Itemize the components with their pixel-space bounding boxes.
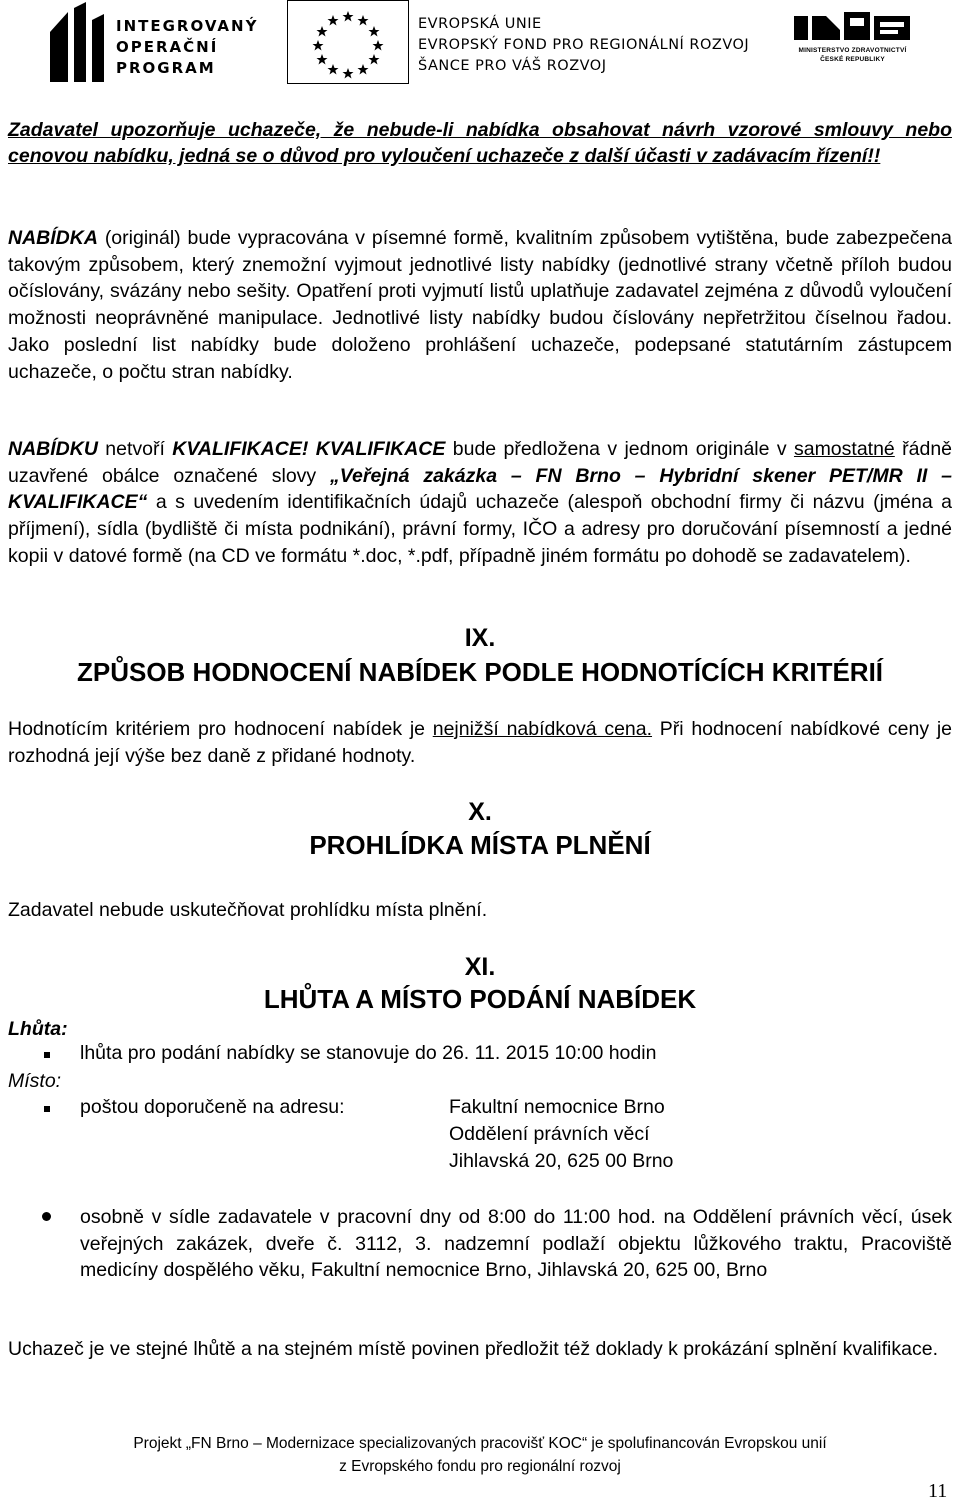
deadline-item: lhůta pro podání nabídky se stanovuje do 26. 11. 2015 10:00 hodin — [80, 1042, 657, 1064]
square-bullet-icon — [44, 1052, 50, 1058]
qualification-text-1: netvoří — [97, 438, 173, 460]
page-number: 11 — [928, 1480, 948, 1502]
qualification-text-5: a s uvedením identifikačních údajů uchazeče (alespoň obchodní firmy či názvu (jména a příjmení), sídla (bydliště či místa podnikání), právní formy, IČO a adresy pro doručování písemností a jedné kopii v datové formě (na CD ve formátu *.doc, *.pdf, případně jiném formátu po dohodě se zadavatelem). — [8, 491, 952, 567]
eu-flag — [287, 0, 409, 84]
section-x-number: X. — [468, 798, 492, 826]
section-ix-text-2: Při hodnocení nabídkové ceny je rozhodná její výše bez daně z přidané hodnoty. — [8, 718, 952, 767]
qualification-text-4: řádně uzavřené obálce označené slovy — [8, 438, 953, 487]
qualification-text-3: bude předložena v jednom originále v — [445, 438, 794, 460]
criterion-underlined: nejnižší nabídková cena. — [432, 718, 653, 740]
section-x-title: PROHLÍDKA MÍSTA PLNĚNÍ — [309, 830, 651, 860]
ministry-logo — [790, 10, 915, 70]
deadline-label: Lhůta: — [8, 1018, 68, 1040]
address-line-3: Jihlavská 20, 625 00 Brno — [449, 1150, 674, 1172]
post-label: poštou doporučeně na adresu: — [80, 1096, 345, 1118]
round-bullet-icon — [42, 1212, 51, 1221]
iop-logo — [40, 2, 265, 82]
eu-stars-icon — [288, 1, 408, 83]
warning-paragraph: Zadavatel upozorňuje uchazeče, že nebude-li nabídka obsahovat návrh vzorové smlouvy nebo cenovou nabídku, jedná se o důvod pro vyloučení uchazeče z další účasti v zadávacím řízení!! — [8, 119, 952, 167]
section-x-text: Zadavatel nebude uskutečňovat prohlídku místa plnění. — [8, 899, 488, 921]
section-xi-title: LHŮTA A MÍSTO PODÁNÍ NABÍDEK — [263, 984, 697, 1014]
eu-logo-text: EVROPSKÁ UNIE EVROPSKÝ FOND PRO REGIONÁLNÍ ROZVOJ ŠANCE PRO VÁŠ ROZVOJ — [418, 16, 750, 74]
iop-logo-text: INTEGROVANÝ OPERAČNÍ PROGRAM — [116, 17, 259, 77]
closing-paragraph: Uchazeč je ve stejné lhůtě a na stejném místě povinen předložit též doklady k prokázání splnění kvalifikace. — [8, 1338, 939, 1360]
section-ix-text-1: Hodnotícím kritériem pro hodnocení nabídek je — [8, 718, 433, 740]
offer-lead: NABÍDKA — [8, 227, 98, 249]
ministry-logo-mark — [794, 10, 912, 44]
square-bullet-icon — [44, 1106, 50, 1112]
section-xi-number: XI. — [464, 953, 496, 981]
section-ix-title: ZPŮSOB HODNOCENÍ NABÍDEK PODLE HODNOTÍCÍCH KRITÉRIÍ — [76, 657, 884, 687]
footer-line-1: Projekt „FN Brno – Modernizace specializovaných pracovišť KOC“ je spolufinancován Evropskou unií — [133, 1435, 827, 1452]
footer-line-2: z Evropského fondu pro regionální rozvoj — [339, 1458, 621, 1475]
offer-text: (originál) bude vypracována v písemné formě, kvalitním způsobem vytištěna, bude zabezpečena takovým způsobem, který znemožní vyjmout jednotlivé listy nabídky (jednotlivé strany včetně příloh budou očíslovány, svázány nebo sešity. Opatření proti vyjmutí listů uplatňuje zadavatel zejména z důvodů vyloučení možnosti neoprávněné manipulace. Jednotlivé listy nabídky budou číslovány nepřetržitou číselnou řadou. Jako poslední list nabídky bude doloženo prohlášení uchazeče, podepsané statutárním zástupcem uchazeče, o počtu stran nabídky. — [8, 227, 952, 383]
address-line-2: Oddělení právních věcí — [449, 1123, 650, 1145]
qualification-underlined: samostatné — [793, 438, 895, 460]
section-ix-number: IX. — [464, 624, 496, 652]
qualification-lead-kvalifikace-2: KVALIFIKACE — [315, 438, 446, 460]
offer-paragraph — [8, 225, 952, 385]
qualification-paragraph — [8, 436, 952, 570]
address-line-1: Fakultní nemocnice Brno — [449, 1096, 665, 1118]
place-label: Místo: — [8, 1070, 62, 1092]
qualification-lead-nabidku: NABÍDKU — [8, 438, 98, 460]
qualification-lead-kvalifikace: KVALIFIKACE! — [172, 438, 309, 460]
personal-delivery-item: osobně v sídle zadavatele v pracovní dny od 8:00 do 11:00 hod. na Oddělení právních věcí, úsek veřejných zakázek, dveře č. 3112, 3. nadzemní podlaží objektu lůžkového traktu, Pracoviště medicíny dospělého věku, Fakultní nemocnice Brno, Jihlavská 20, 625 00, Brno — [80, 1206, 952, 1282]
header-logos — [0, 0, 960, 88]
qualification-text-2 — [308, 438, 315, 460]
iop-logo-mark — [40, 2, 108, 82]
ministry-logo-text: MINISTERSTVO ZDRAVOTNICTVÍ ČESKÉ REPUBLIKY — [798, 47, 907, 63]
envelope-label: „Veřejná zakázka – FN Brno – Hybridní skener PET/MR II – KVALIFIKACE“ — [8, 464, 952, 514]
section-ix-paragraph — [8, 716, 952, 769]
